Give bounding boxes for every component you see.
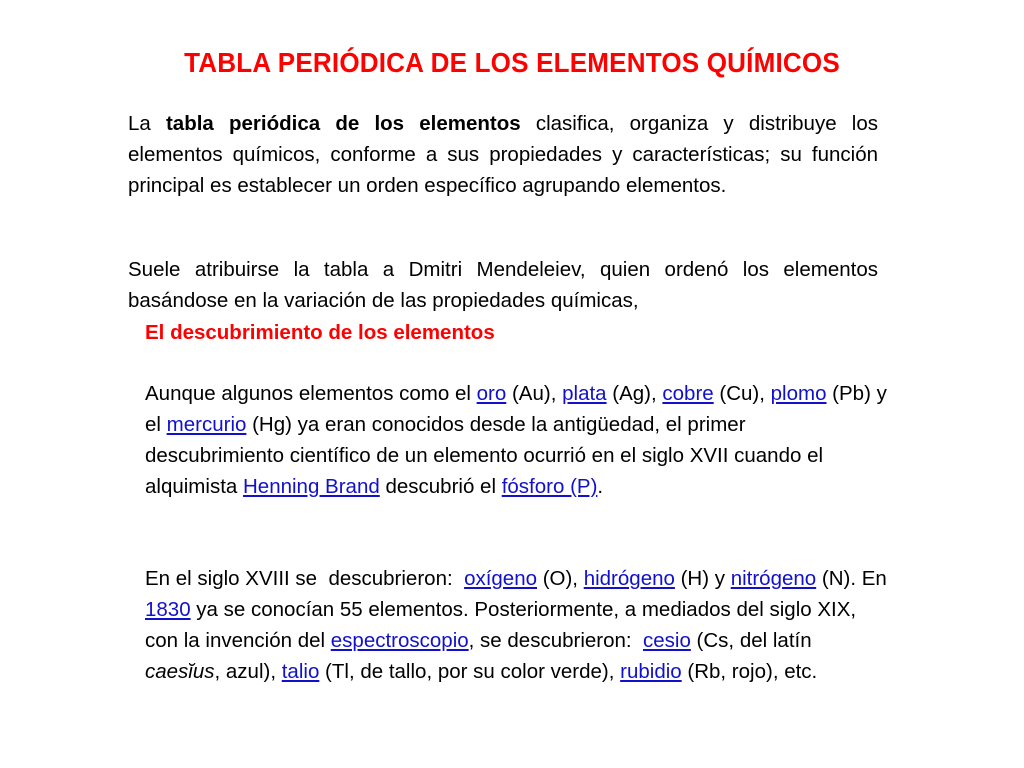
section-heading-discovery: El descubrimiento de los elementos (145, 321, 495, 344)
link-espectroscopio[interactable]: espectroscopio (330, 629, 469, 652)
link-oro[interactable]: oro (476, 382, 507, 405)
body1-text-1: Aunque algunos elementos como el (145, 382, 477, 405)
intro-paragraph-1 (128, 108, 878, 201)
link-nitrogeno[interactable]: nitrógeno (730, 567, 817, 590)
body2-text-2: (O), (537, 567, 584, 590)
intro-paragraph-2 (128, 254, 878, 316)
body2-text-4: (N). En (816, 567, 887, 590)
intro1-bold-phrase: tabla periódica de los elementos (165, 112, 521, 135)
link-mercurio[interactable]: mercurio (166, 413, 247, 436)
body2-text-9: (Tl, de tallo, por su color verde), (319, 660, 621, 683)
body1-text-6: (Hg) ya eran conocidos desde la antigüedad, el primer descubrimiento científico de un elemento ocurrió en el siglo XVII cuando el alquimista (145, 413, 824, 498)
discovery-paragraph-1 (145, 378, 890, 502)
link-cesio[interactable]: cesio (643, 629, 691, 652)
discovery-paragraph-1-text (145, 378, 890, 502)
body2-text-5: ya se conocían 55 elementos. Posteriormente, a mediados del siglo XIX, con la invención del (145, 598, 857, 652)
link-oxigeno[interactable]: oxígeno (464, 567, 538, 590)
link-fosforo[interactable]: fósforo (P) (501, 475, 598, 498)
body2-text-10: (Rb, rojo), etc. (681, 660, 818, 683)
intro1-rest: clasifica, organiza y distribuye los elementos químicos, conforme a sus propiedades y características; su función principal es establecer un orden específico agrupando elementos. (128, 112, 878, 197)
link-henning-brand[interactable]: Henning Brand (243, 475, 380, 498)
link-1830[interactable]: 1830 (145, 598, 191, 621)
body1-text-7: descubrió el (379, 475, 502, 498)
link-talio[interactable]: talio (281, 660, 320, 683)
link-rubidio[interactable]: rubidio (620, 660, 682, 683)
body1-text-4: (Cu), (713, 382, 771, 405)
body1-text-3: (Ag), (606, 382, 663, 405)
discovery-paragraph-2 (145, 563, 890, 687)
intro1-lead: La (128, 112, 166, 135)
intro-paragraph-1-text (128, 108, 878, 201)
body1-text-5: (Pb) y el (145, 382, 887, 436)
link-hidrogeno[interactable]: hidrógeno (583, 567, 675, 590)
body1-text-2: (Au), (506, 382, 563, 405)
page-title: TABLA PERIÓDICA DE LOS ELEMENTOS QUÍMICOS (184, 47, 840, 78)
body2-text-3: (H) y (674, 567, 731, 590)
link-plomo[interactable]: plomo (770, 382, 827, 405)
intro-paragraph-2-text: Suele atribuirse la tabla a Dmitri Mendeleiev, quien ordenó los elementos basándose en la variación de las propiedades químicas, (128, 258, 878, 312)
discovery-paragraph-2-text (145, 563, 890, 687)
link-plata[interactable]: plata (562, 382, 607, 405)
body2-text-7: (Cs, del latín (690, 629, 812, 652)
link-cobre[interactable]: cobre (662, 382, 714, 405)
body2-text-6: , se descubrieron: (468, 629, 643, 652)
body1-text-8: . (597, 475, 604, 498)
body2-text-1: En el siglo XVIII se descubrieron: (145, 567, 465, 590)
body2-text-8: , azul), (214, 660, 282, 683)
latin-term-caesius: caesĭus (145, 660, 215, 683)
